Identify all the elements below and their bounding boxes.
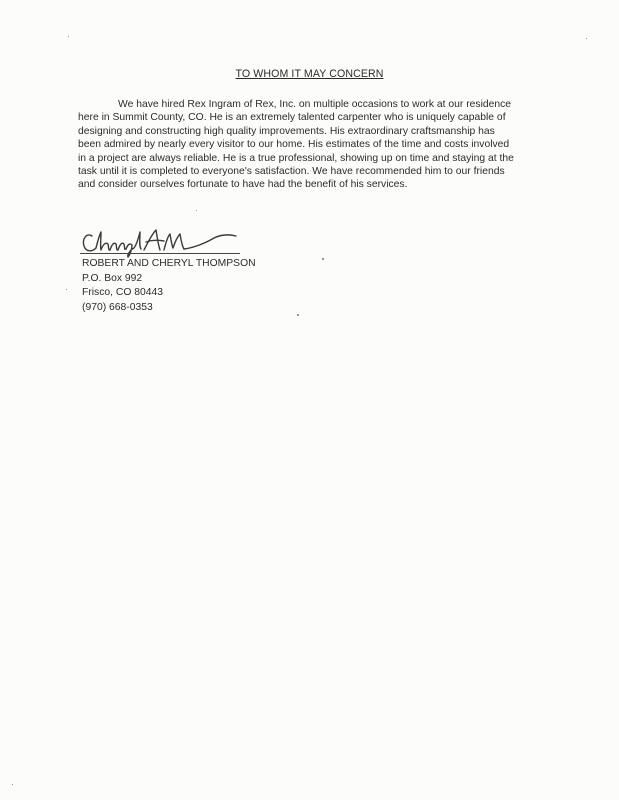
signer-name: ROBERT AND CHERYL THOMPSON: [82, 258, 256, 269]
body-line: task until it is completed to everyone's satisfaction. We have recommended him to our friends: [78, 166, 505, 178]
phone-number: (970) 668-0353: [82, 301, 153, 313]
body-line: here in Summit County, CO. He is an extremely talented carpenter who is uniquely capable of: [78, 112, 506, 124]
body-line: in a project are always reliable. He is a true professional, showing up on time and staying at the: [78, 152, 514, 164]
scan-speck: [68, 36, 69, 37]
city-state-zip: Frisco, CO 80443: [82, 287, 164, 299]
scan-speck: [66, 289, 67, 290]
scan-speck: [586, 38, 587, 39]
po-box: P.O. Box 992: [82, 272, 143, 284]
scan-speck: [12, 784, 13, 785]
body-line: We have hired Rex Ingram of Rex, Inc. on multiple occasions to work at our residence: [118, 99, 512, 110]
scan-speck: [297, 314, 299, 316]
signature-line: [80, 253, 240, 254]
body-line: been admired by nearly every visitor to our home. His estimates of the time and costs involved: [78, 139, 510, 151]
scan-speck: [196, 210, 197, 211]
body-line: designing and constructing high quality improvements. His extraordinary craftsmanship has: [78, 125, 495, 137]
body-line: and consider ourselves fortunate to have had the benefit of his services.: [78, 179, 408, 191]
address-block: [82, 257, 256, 315]
scan-speck: [322, 258, 324, 260]
letter-body: [78, 98, 546, 192]
letter-title: TO WHOM IT MAY CONCERN: [235, 68, 384, 80]
